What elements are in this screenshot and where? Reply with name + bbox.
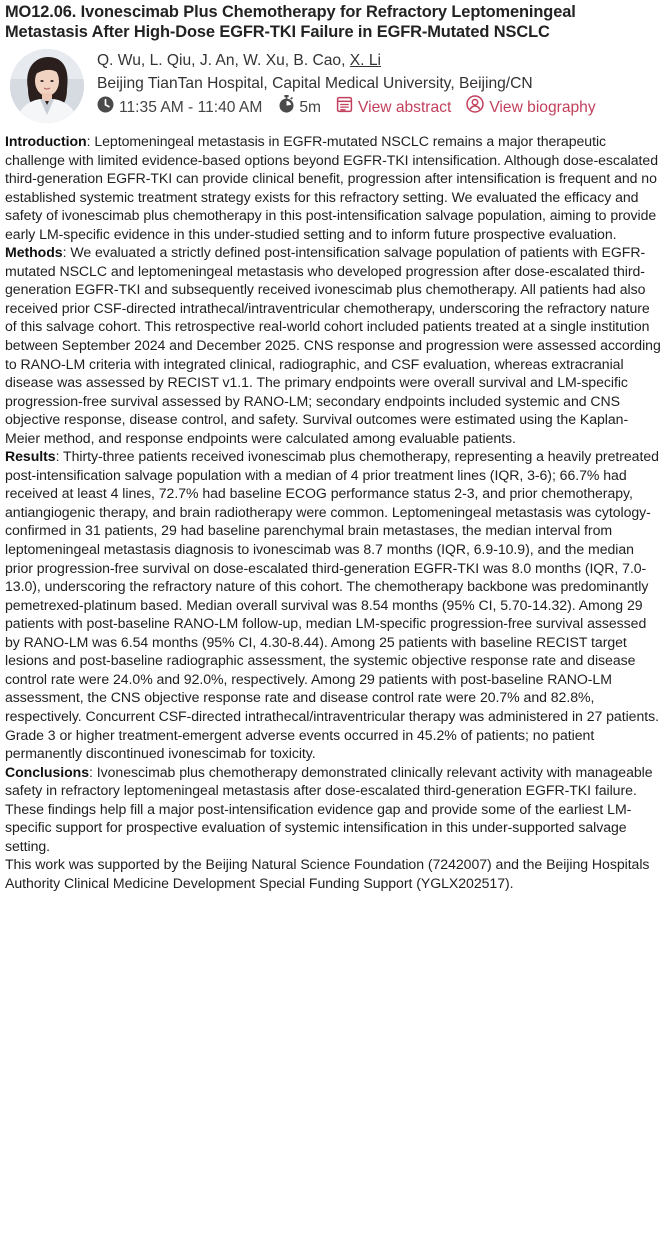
conclusions-text: : Ivonescimab plus chemotherapy demonstrated clinically relevant activity with manageable safety in refractory leptomeningeal metastasis after dose-escalated third-generation EGFR-TKI failure. These findings help fill a major post-intensification evidence gap and provide some of the earliest LM-specific support for prospective evaluation of systemic intensification in this under-supported salvage setting. — [5, 763, 653, 854]
author-list — [97, 49, 596, 72]
time-text: 11:35 AM - 11:40 AM — [119, 99, 263, 116]
results-heading: Results — [5, 448, 56, 465]
view-abstract-link[interactable] — [336, 96, 451, 120]
duration — [279, 95, 321, 120]
results-section — [5, 447, 662, 762]
view-biography-label: View biography — [489, 99, 596, 116]
conclusions-section — [5, 763, 662, 856]
methods-heading: Methods — [5, 244, 63, 261]
funding-statement: This work was supported by the Beijing Natural Science Foundation (7242007) and the Beijing Hospitals Authority Clinical Medicine Development Special Funding Support (YGLX202517). — [5, 856, 650, 891]
introduction-heading: Introduction — [5, 133, 87, 149]
conclusions-heading: Conclusions — [5, 763, 90, 780]
view-biography-link[interactable] — [466, 95, 595, 120]
speaker-meta — [97, 49, 596, 120]
authors-text: Q. Wu, L. Qiu, J. An, W. Xu, B. Cao, — [97, 52, 350, 69]
duration-text: 5m — [299, 99, 321, 116]
results-text: : Thirty-three patients received ivonescimab plus chemotherapy, representing a heavily pretreated post-intensification salvage population with a median of 4 prior treatment lines (IQR, 3-6); 66.7% had received at least 4 lines, 72.7% had baseline ECOG performance status 2-3, and prior chemotherapy, antiangiogenic therapy, and brain radiotherapy were common. Leptomeningeal metastasis was cytology-confirmed in 31 patients, 29 had baseline parenchymal brain metastases, the median interval from leptomeningeal metastasis diagnosis to ivonescimab was 8.7 months (IQR, 6.9-10.9), and the median prior progression-free survival on dose-escalated third-generation EGFR-TKI was 8.0 months (IQR, 7.0-13.0), underscoring the refractory nature of this cohort. The chemotherapy backbone was predominantly pemetrexed-platinum based. Median overall survival was 8.54 months (95% CI, 5.70-14.32). Among 29 patients with post-baseline RANO-LM follow-up, median LM-specific progression-free survival assessed by RANO-LM was 6.54 months (95% CI, 4.30-8.44). Among 25 patients with baseline RECIST target lesions and post-baseline radiographic assessment, the systemic objective response rate and disease control rate were 24.0% and 92.0%, respectively. Among 29 patients with post-baseline RANO-LM assessment, the CNS objective response rate and disease control rate were 20.7% and 82.8%, respectively. Concurrent CSF-directed intrathecal/intraventricular therapy was administered in 27 patients. Grade 3 or higher treatment-emergent adverse events occurred in 45.2% of patients; no patient permanently discontinued ivonescimab for toxicity. — [5, 448, 659, 762]
time-slot — [97, 96, 262, 120]
user-circle-icon — [466, 95, 489, 120]
methods-text: : We evaluated a strictly defined post-intensification salvage population of patients with EGFR-mutated NSCLC and leptomeningeal metastasis who developed progression after dose-escalated third-generation EGFR-TKI and subsequently received ivonescimab plus chemotherapy. All patients had also received prior CSF-directed intrathecal/intraventricular chemotherapy, underscoring the refractory nature of this salvage cohort. This retrospective real-world cohort included patients treated at a single institution between September 2024 and December 2025. CNS response and progression were assessed according to RANO-LM criteria with integrated clinical, radiographic, and CSF evaluation, whereas extracranial disease was assessed by RECIST v1.1. The primary endpoints were overall survival and LM-specific progression-free survival assessed by RANO-LM; secondary endpoints included systemic and CNS objective response, disease control, and safety. Survival outcomes were estimated using the Kaplan-Meier method, and response endpoints were calculated among evaluable patients. — [5, 244, 661, 446]
document-list-icon — [336, 96, 358, 120]
clock-icon — [97, 96, 119, 120]
session-info-row — [97, 95, 596, 120]
abstract-body — [5, 132, 662, 892]
stopwatch-icon — [279, 95, 299, 120]
presenter-link[interactable]: X. Li — [349, 52, 381, 69]
affiliation: Beijing TianTan Hospital, Capital Medical University, Beijing/CN — [97, 75, 533, 92]
abstract-title: MO12.06. Ivonescimab Plus Chemotherapy for Refractory Leptomeningeal Metastasis After High-Dose EGFR-TKI Failure in EGFR-Mutated NSCLC — [5, 3, 576, 41]
introduction-text: : Leptomeningeal metastasis in EGFR-mutated NSCLC remains a major therapeutic challenge with limited evidence-based options beyond EGFR-TKI intensification. Although dose-escalated third-generation EGFR-TKI can provide clinical benefit, progression after intensification is frequent and no established systemic treatment strategy exists for this refractory setting. We evaluated the efficacy and safety of ivonescimab plus chemotherapy in this post-intensification salvage population, aiming to provide early LM-specific evidence in this under-studied setting and to inform future prospective evaluation. — [5, 133, 658, 242]
view-abstract-label: View abstract — [357, 99, 452, 116]
speaker-block — [5, 49, 662, 125]
avatar — [10, 49, 84, 123]
introduction-section — [5, 132, 662, 243]
methods-section — [5, 243, 662, 447]
